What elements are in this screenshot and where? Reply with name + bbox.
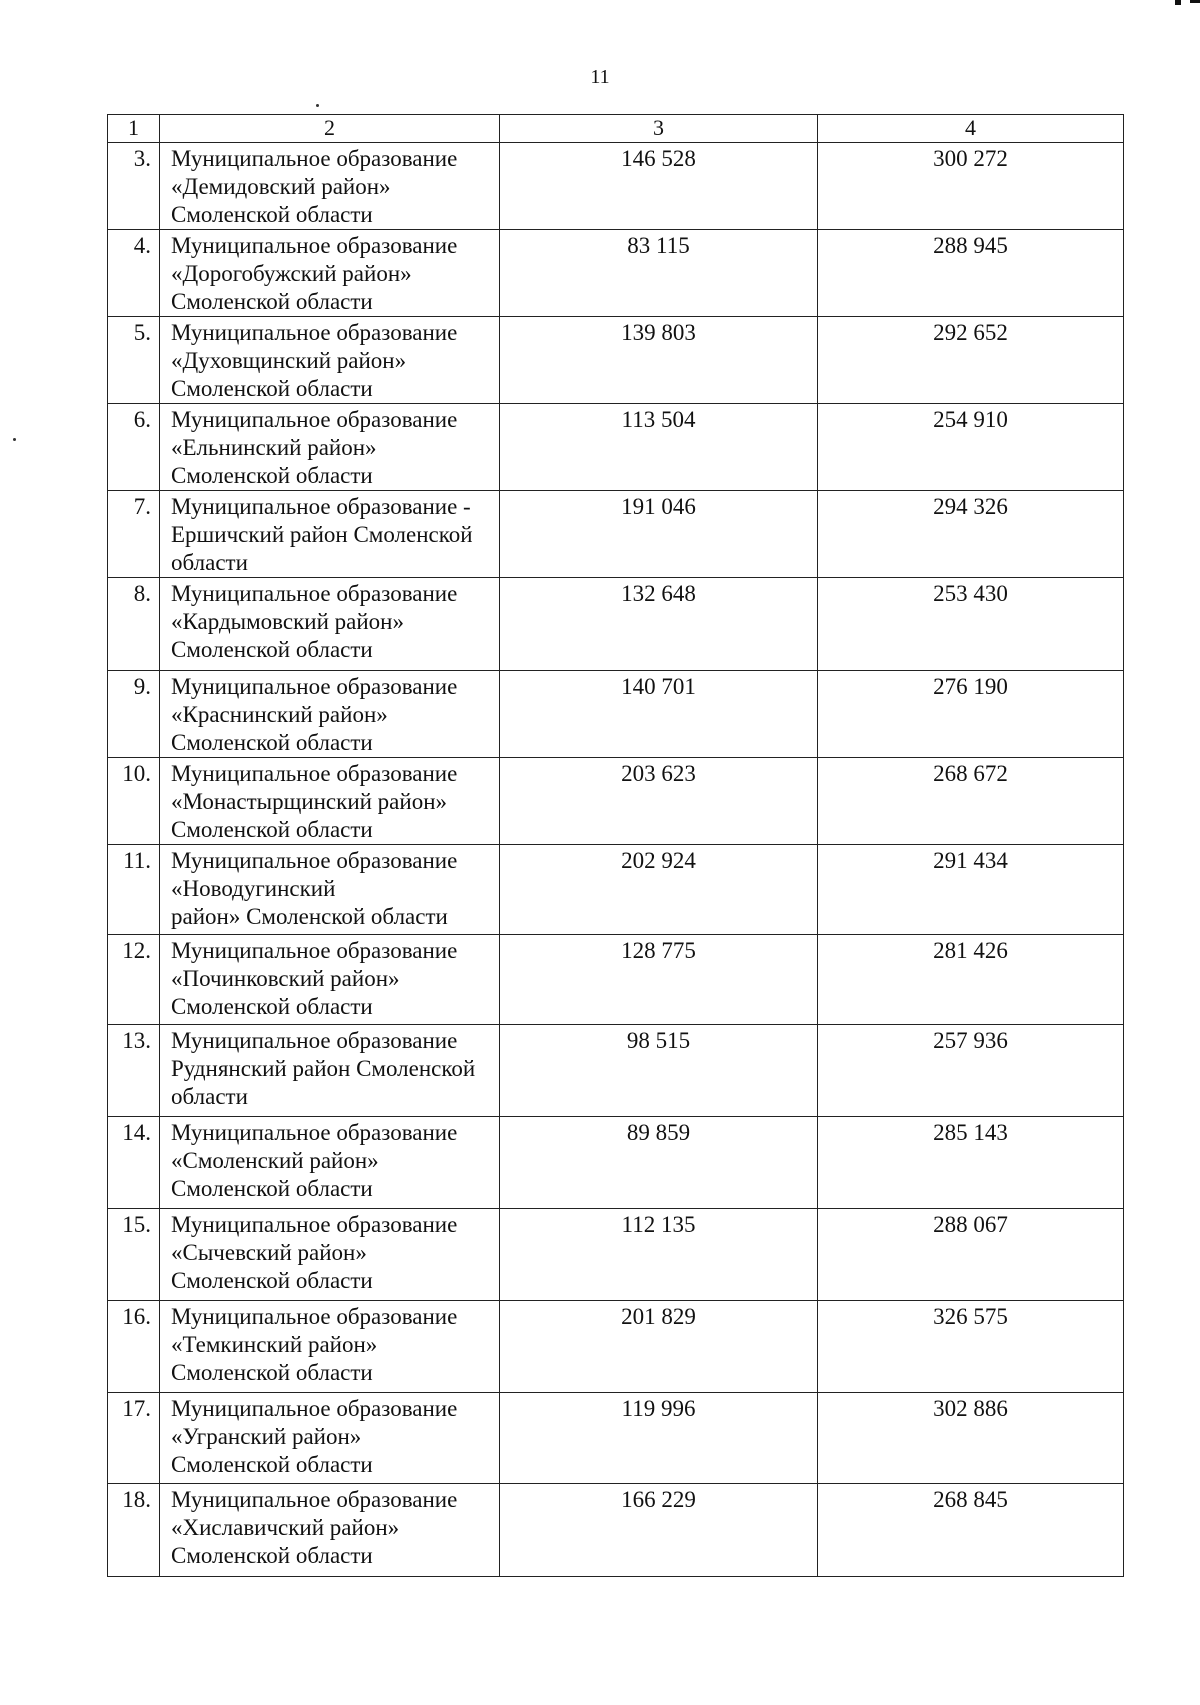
table-row xyxy=(108,143,1124,230)
scan-edge-mark xyxy=(1175,0,1181,5)
municipality-name xyxy=(160,935,500,1025)
table-row xyxy=(108,1301,1124,1393)
municipality-name-line: Муниципальное образование xyxy=(171,1487,458,1512)
municipality-name-line: Смоленской области xyxy=(171,1360,373,1385)
municipality-name xyxy=(160,1025,500,1117)
municipality-name-line: Смоленской области xyxy=(171,817,373,842)
municipality-name-line: «Смоленский район» xyxy=(171,1148,379,1173)
municipality-name xyxy=(160,143,500,230)
value-column-3: 128 775 xyxy=(500,935,818,1025)
municipality-name-line: Смоленской области xyxy=(171,1452,373,1477)
municipality-name-line: «Монастырщинский район» xyxy=(171,789,448,814)
municipality-name xyxy=(160,1393,500,1484)
table-row xyxy=(108,1209,1124,1301)
municipality-name-line: Руднянский район Смоленской xyxy=(171,1056,476,1081)
table-row xyxy=(108,671,1124,758)
municipality-name-line: «Сычевский район» xyxy=(171,1240,367,1265)
table-row xyxy=(108,578,1124,671)
table-row xyxy=(108,1393,1124,1484)
value-column-4: 253 430 xyxy=(818,578,1124,671)
municipality-name-line: «Демидовский район» xyxy=(171,174,391,199)
table-row xyxy=(108,491,1124,578)
value-column-4: 326 575 xyxy=(818,1301,1124,1393)
municipality-name-line: Смоленской области xyxy=(171,1268,373,1293)
municipality-name-line: области xyxy=(171,1084,248,1109)
scan-speck xyxy=(13,438,16,441)
municipality-name xyxy=(160,1484,500,1577)
table-row xyxy=(108,1117,1124,1209)
municipality-name-line: «Кардымовский район» xyxy=(171,609,404,634)
scan-speck xyxy=(316,104,319,107)
row-number: 13. xyxy=(108,1025,160,1117)
municipality-name-line: Муниципальное образование xyxy=(171,581,458,606)
municipality-name-line: Муниципальное образование - xyxy=(171,494,471,519)
value-column-3: 89 859 xyxy=(500,1117,818,1209)
municipality-name-line: Муниципальное образование xyxy=(171,1028,458,1053)
row-number: 18. xyxy=(108,1484,160,1577)
row-number: 14. xyxy=(108,1117,160,1209)
municipality-name xyxy=(160,1301,500,1393)
municipality-name-line: «Духовщинский район» xyxy=(171,348,407,373)
municipality-name-line: «Краснинский район» xyxy=(171,702,388,727)
municipality-name xyxy=(160,845,500,935)
column-header: 3 xyxy=(500,115,818,143)
municipality-name-line: Муниципальное образование xyxy=(171,761,458,786)
table-row xyxy=(108,404,1124,491)
row-number: 15. xyxy=(108,1209,160,1301)
municipality-name-line: Смоленской области xyxy=(171,202,373,227)
row-number: 17. xyxy=(108,1393,160,1484)
municipality-name-line: Муниципальное образование xyxy=(171,407,458,432)
value-column-3: 140 701 xyxy=(500,671,818,758)
municipality-name-line: «Ельнинский район» xyxy=(171,435,377,460)
value-column-4: 257 936 xyxy=(818,1025,1124,1117)
value-column-3: 83 115 xyxy=(500,230,818,317)
municipality-name xyxy=(160,404,500,491)
row-number: 4. xyxy=(108,230,160,317)
column-header: 1 xyxy=(108,115,160,143)
scan-edge-mark xyxy=(1190,0,1200,3)
municipality-name-line: Смоленской области xyxy=(171,994,373,1019)
page-number: 11 xyxy=(590,66,610,88)
table-header-row xyxy=(108,115,1124,143)
value-column-4: 254 910 xyxy=(818,404,1124,491)
table-row xyxy=(108,935,1124,1025)
municipality-name-line: Муниципальное образование xyxy=(171,848,458,873)
value-column-4: 268 845 xyxy=(818,1484,1124,1577)
value-column-3: 132 648 xyxy=(500,578,818,671)
value-column-3: 119 996 xyxy=(500,1393,818,1484)
row-number: 7. xyxy=(108,491,160,578)
municipality-name-line: Муниципальное образование xyxy=(171,674,458,699)
row-number: 9. xyxy=(108,671,160,758)
municipality-name-line: Смоленской области xyxy=(171,637,373,662)
row-number: 11. xyxy=(108,845,160,935)
municipality-name-line: «Дорогобужский район» xyxy=(171,261,412,286)
municipality-name-line: «Хиславичский район» xyxy=(171,1515,400,1540)
municipality-name-line: «Новодугинский xyxy=(171,876,336,901)
value-column-4: 302 886 xyxy=(818,1393,1124,1484)
municipality-name-line: Смоленской области xyxy=(171,376,373,401)
value-column-3: 146 528 xyxy=(500,143,818,230)
value-column-3: 112 135 xyxy=(500,1209,818,1301)
municipality-name-line: Смоленской области xyxy=(171,1176,373,1201)
municipality-name-line: Муниципальное образование xyxy=(171,1212,458,1237)
municipality-name-line: Муниципальное образование xyxy=(171,146,458,171)
table-row xyxy=(108,1025,1124,1117)
value-column-4: 268 672 xyxy=(818,758,1124,845)
row-number: 16. xyxy=(108,1301,160,1393)
municipality-name xyxy=(160,758,500,845)
table-row xyxy=(108,845,1124,935)
row-number: 12. xyxy=(108,935,160,1025)
value-column-4: 281 426 xyxy=(818,935,1124,1025)
municipality-name xyxy=(160,317,500,404)
municipality-name-line: «Темкинский район» xyxy=(171,1332,378,1357)
allocation-table xyxy=(107,114,1124,1577)
municipality-name xyxy=(160,671,500,758)
value-column-4: 288 945 xyxy=(818,230,1124,317)
value-column-3: 98 515 xyxy=(500,1025,818,1117)
table-row xyxy=(108,1484,1124,1577)
municipality-name-line: Муниципальное образование xyxy=(171,1304,458,1329)
municipality-name-line: Муниципальное образование xyxy=(171,1120,458,1145)
municipality-name-line: Смоленской области xyxy=(171,1543,373,1568)
value-column-4: 294 326 xyxy=(818,491,1124,578)
municipality-name-line: Муниципальное образование xyxy=(171,1396,458,1421)
municipality-name-line: район» Смоленской области xyxy=(171,904,448,929)
row-number: 6. xyxy=(108,404,160,491)
column-header: 4 xyxy=(818,115,1124,143)
municipality-name xyxy=(160,578,500,671)
value-column-4: 300 272 xyxy=(818,143,1124,230)
row-number: 8. xyxy=(108,578,160,671)
value-column-3: 202 924 xyxy=(500,845,818,935)
municipality-name-line: Муниципальное образование xyxy=(171,938,458,963)
table-row xyxy=(108,758,1124,845)
municipality-name xyxy=(160,1209,500,1301)
value-column-4: 276 190 xyxy=(818,671,1124,758)
municipality-name-line: Муниципальное образование xyxy=(171,233,458,258)
value-column-4: 291 434 xyxy=(818,845,1124,935)
row-number: 10. xyxy=(108,758,160,845)
value-column-3: 203 623 xyxy=(500,758,818,845)
value-column-4: 285 143 xyxy=(818,1117,1124,1209)
municipality-name-line: области xyxy=(171,550,248,575)
row-number: 5. xyxy=(108,317,160,404)
value-column-3: 166 229 xyxy=(500,1484,818,1577)
municipality-name-line: Смоленской области xyxy=(171,730,373,755)
municipality-name-line: Смоленской области xyxy=(171,463,373,488)
value-column-3: 201 829 xyxy=(500,1301,818,1393)
row-number: 3. xyxy=(108,143,160,230)
municipality-name xyxy=(160,230,500,317)
municipality-name-line: «Починковский район» xyxy=(171,966,400,991)
value-column-3: 191 046 xyxy=(500,491,818,578)
municipality-name-line: Муниципальное образование xyxy=(171,320,458,345)
municipality-name-line: Смоленской области xyxy=(171,289,373,314)
municipality-name xyxy=(160,491,500,578)
table-row xyxy=(108,230,1124,317)
municipality-name-line: «Угранский район» xyxy=(171,1424,362,1449)
municipality-name xyxy=(160,1117,500,1209)
municipality-name-line: Ершичский район Смоленской xyxy=(171,522,473,547)
value-column-4: 292 652 xyxy=(818,317,1124,404)
table-row xyxy=(108,317,1124,404)
value-column-3: 113 504 xyxy=(500,404,818,491)
column-header: 2 xyxy=(160,115,500,143)
value-column-3: 139 803 xyxy=(500,317,818,404)
value-column-4: 288 067 xyxy=(818,1209,1124,1301)
